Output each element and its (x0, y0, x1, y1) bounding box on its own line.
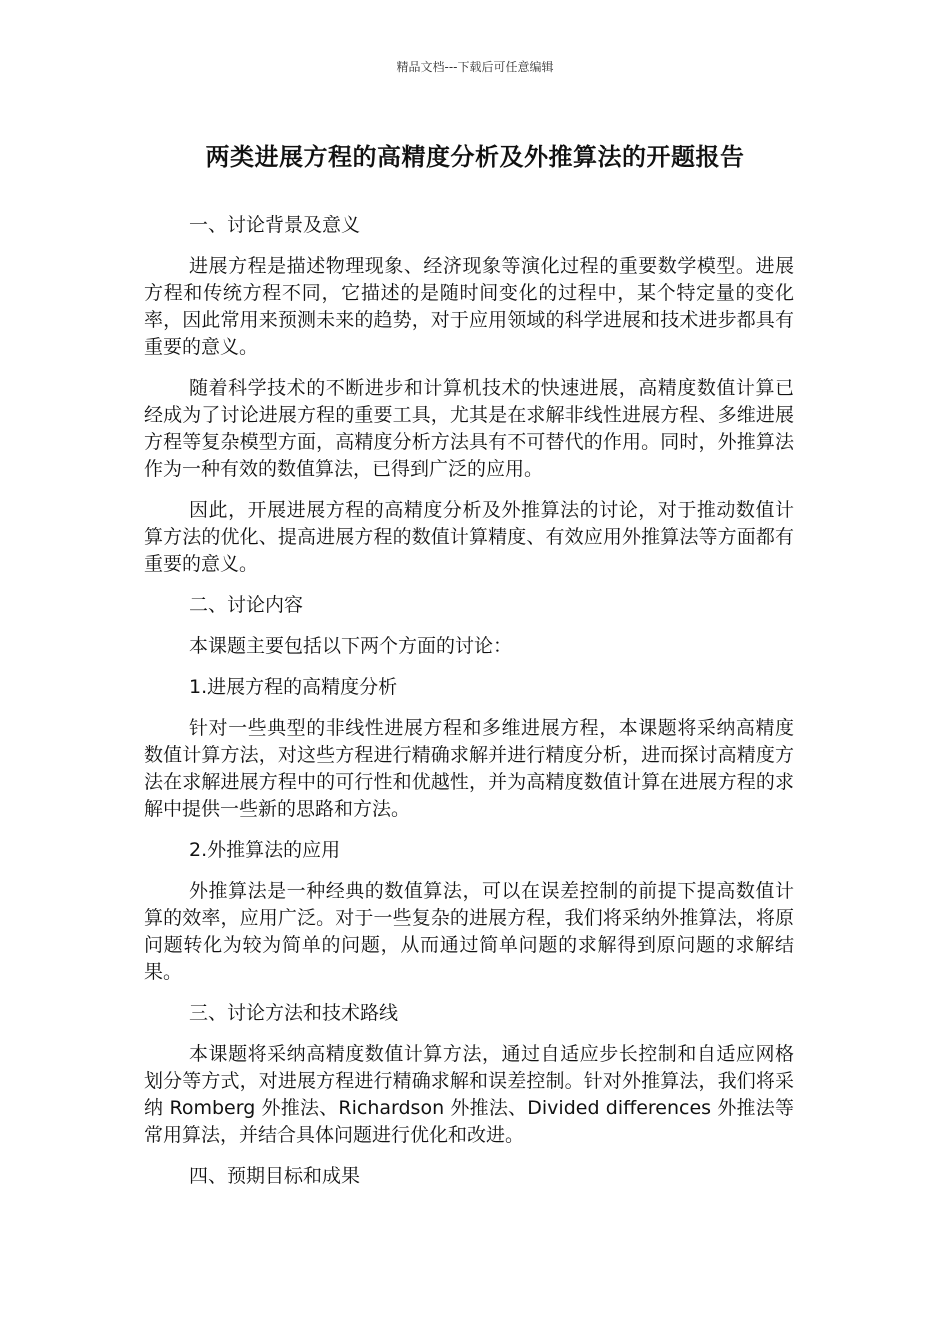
paragraph: 因此，开展进展方程的高精度分析及外推算法的讨论，对于推动数值计算方法的优化、提高进展方程的数值计算精度、有效应用外推算法等方面都有重要的意义。 (144, 499, 794, 575)
document-title: 两类进展方程的高精度分析及外推算法的开题报告 (205, 143, 745, 171)
section-heading-4: 四、预期目标和成果 (189, 1165, 361, 1187)
subsection-heading-1: 1.进展方程的高精度分析 (189, 676, 398, 698)
paragraph: 本课题将采纳高精度数值计算方法，通过自适应步长控制和自适应网格划分等方式，对进展方程进行精确求解和误差控制。针对外推算法，我们将采纳 Romberg 外推法、Richardson 外推法、Divided differences 外推法等常用算法，并结合具体问题进行优化和改进。 (144, 1043, 794, 1146)
header-note: 精品文档---下载后可任意编辑 (396, 60, 554, 74)
section-heading-2: 二、讨论内容 (189, 594, 304, 616)
paragraph: 本课题主要包括以下两个方面的讨论： (189, 635, 513, 657)
paragraph: 进展方程是描述物理现象、经济现象等演化过程的重要数学模型。进展方程和传统方程不同，它描述的是随时间变化的过程中，某个特定量的变化率，因此常用来预测未来的趋势，对于应用领域的科学进展和技术进步都具有重要的意义。 (144, 255, 794, 358)
section-heading-1: 一、讨论背景及意义 (189, 214, 361, 236)
subsection-heading-2: 2.外推算法的应用 (189, 839, 341, 861)
document-body (144, 212, 794, 1204)
paragraph: 针对一些典型的非线性进展方程和多维进展方程，本课题将采纳高精度数值计算方法，对这些方程进行精确求解并进行精度分析，进而探讨高精度方法在求解进展方程中的可行性和优越性，并为高精度数值计算在进展方程的求解中提供一些新的思路和方法。 (144, 717, 794, 820)
paragraph: 外推算法是一种经典的数值算法，可以在误差控制的前提下提高数值计算的效率，应用广泛。对于一些复杂的进展方程，我们将采纳外推算法，将原问题转化为较为简单的问题，从而通过简单问题的求解得到原问题的求解结果。 (144, 880, 794, 983)
section-heading-3: 三、讨论方法和技术路线 (189, 1002, 399, 1024)
paragraph: 随着科学技术的不断进步和计算机技术的快速进展，高精度数值计算已经成为了讨论进展方程的重要工具，尤其是在求解非线性进展方程、多维进展方程等复杂模型方面，高精度分析方法具有不可替代的作用。同时，外推算法作为一种有效的数值算法，已得到广泛的应用。 (144, 377, 794, 480)
